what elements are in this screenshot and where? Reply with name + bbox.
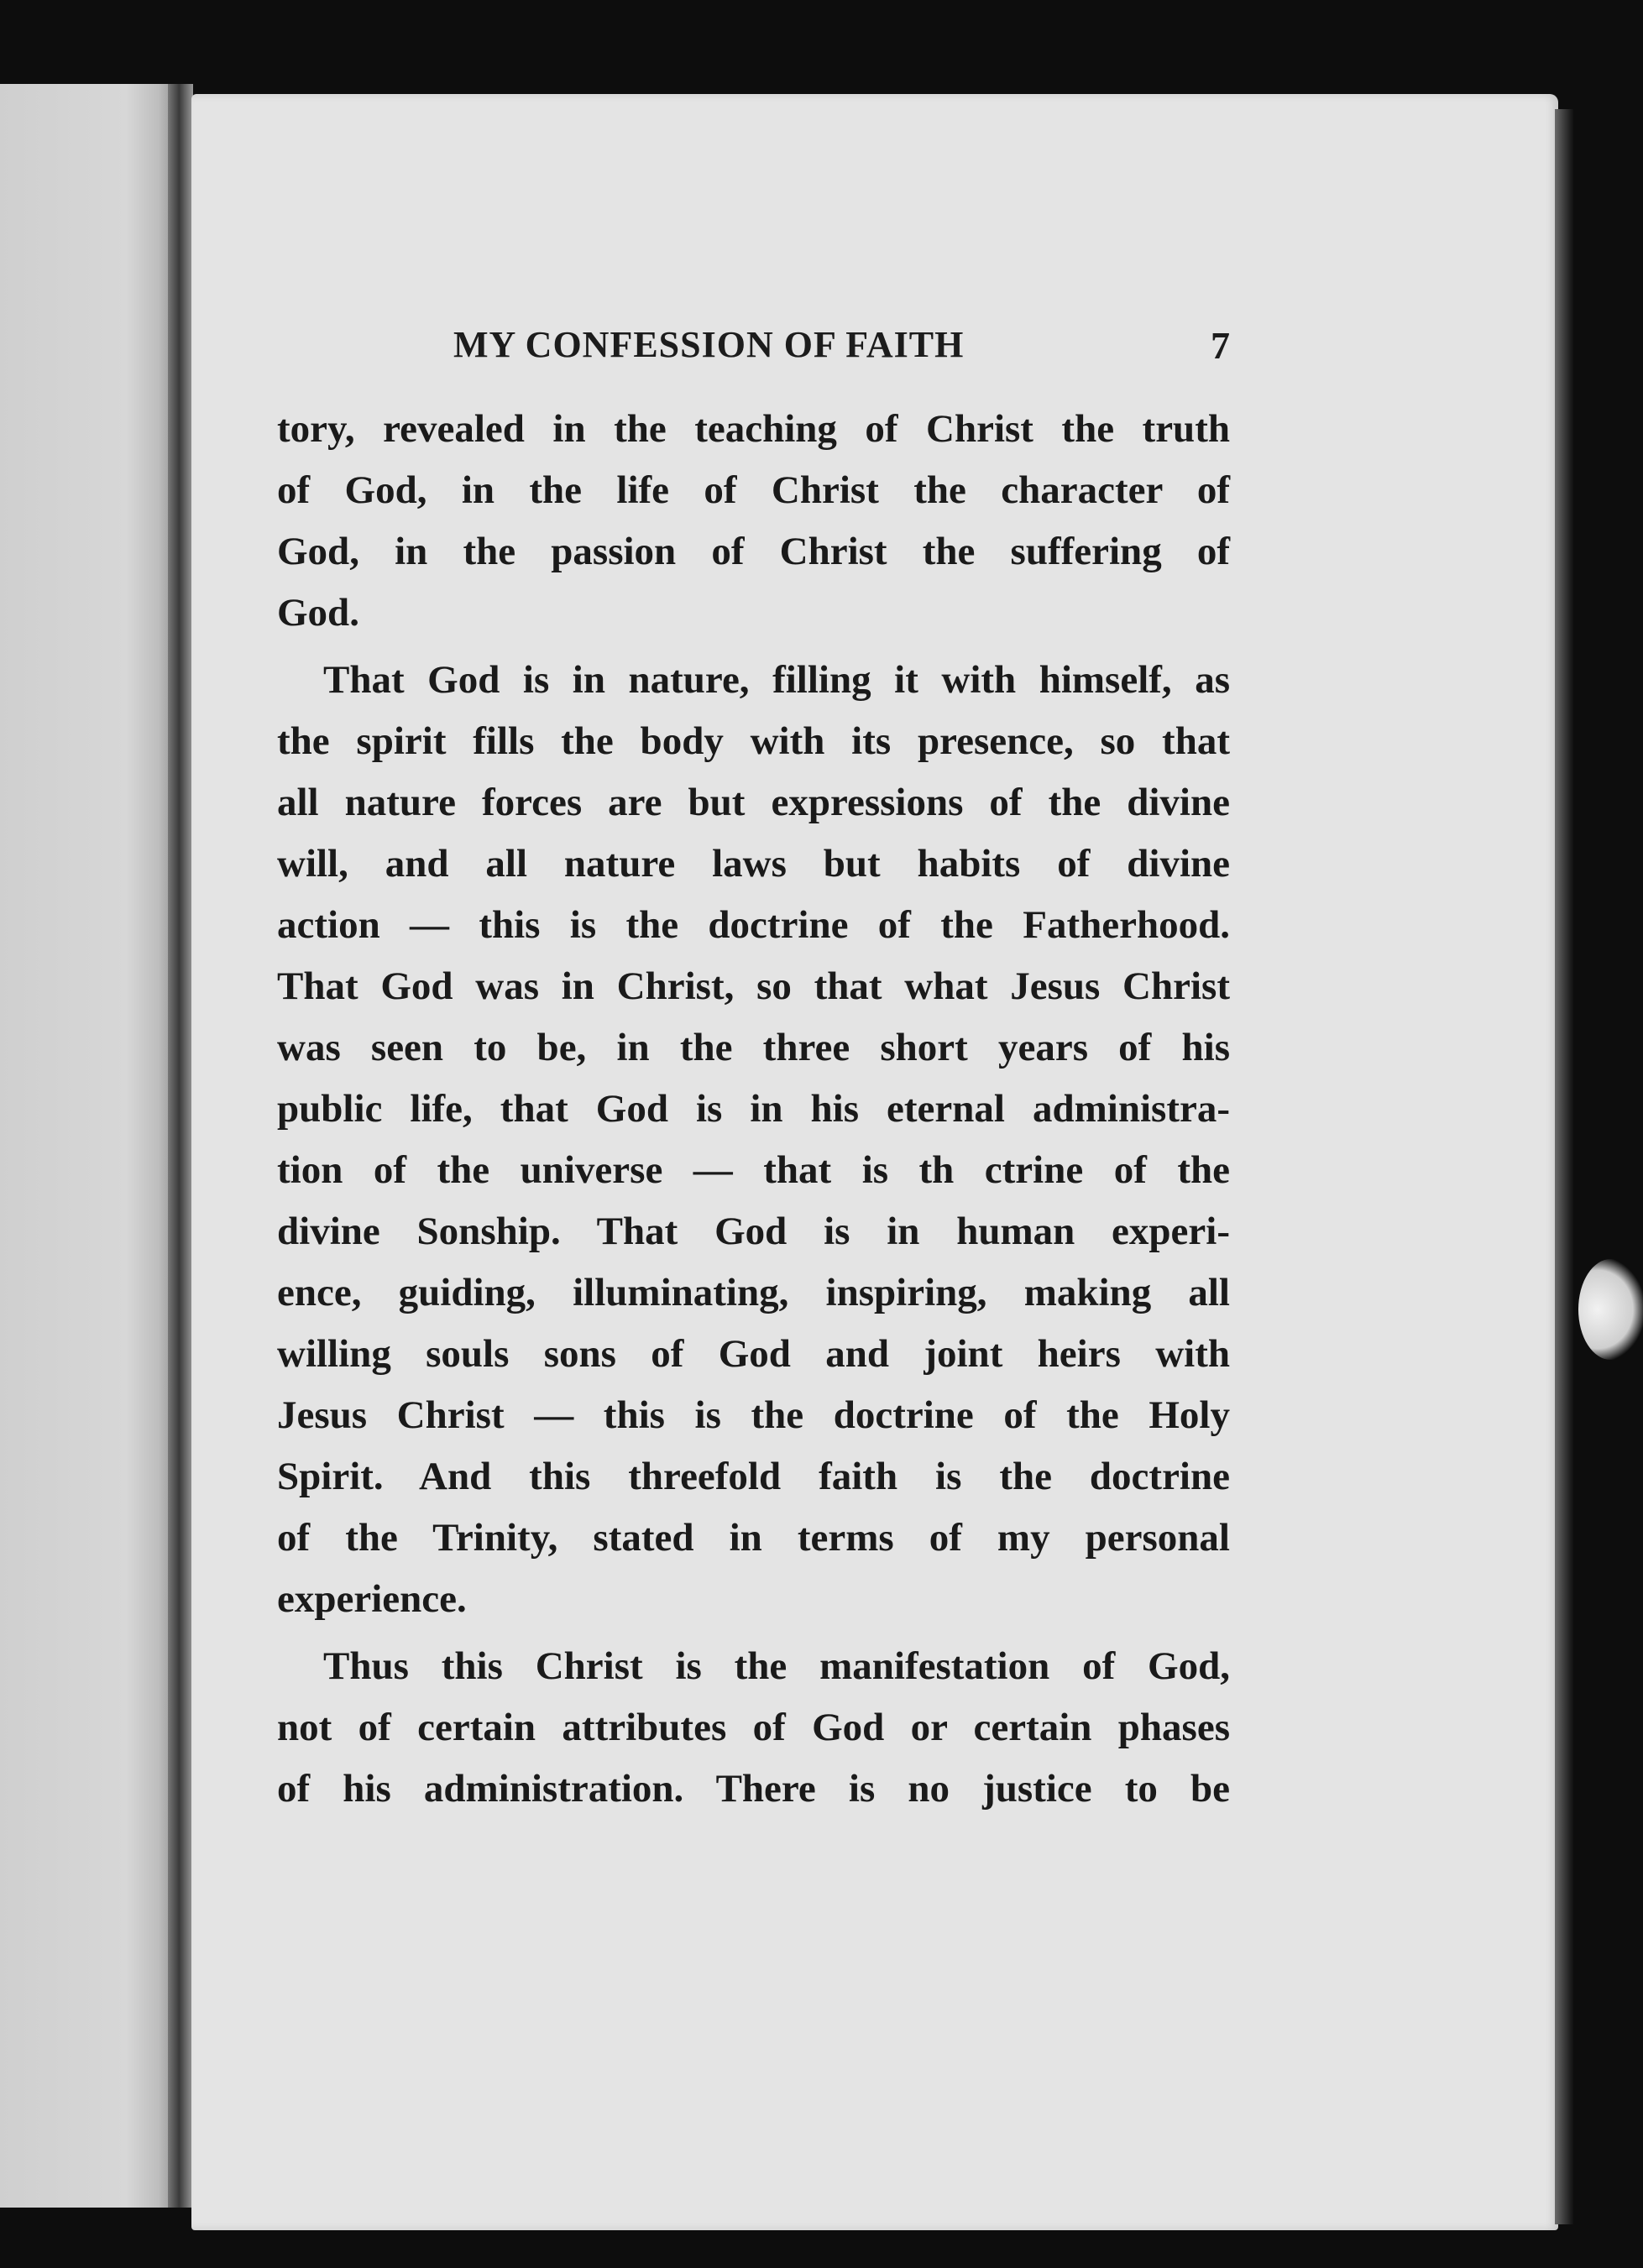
text-line: Jesus Christ — this is the doctrine of the Holy: [277, 1393, 1230, 1437]
text-line: That God was in Christ, so that what Jesus Christ: [277, 964, 1230, 1008]
text-line: That God is in nature, filling it with himself, as: [323, 658, 1230, 702]
text-line: the spirit fills the body with its presence, so that: [277, 719, 1230, 763]
text-line: divine Sonship. That God is in human experi-: [277, 1210, 1230, 1253]
running-header: [277, 323, 1230, 374]
page-number: 7: [1211, 324, 1230, 367]
text-line: of the Trinity, stated in terms of my personal: [277, 1516, 1230, 1560]
text-line: of his administration. There is no justice to be: [277, 1767, 1230, 1811]
text-line: will, and all nature laws but habits of divine: [277, 842, 1230, 886]
text-line: experience.: [277, 1577, 467, 1621]
facing-page-edge: [0, 84, 181, 2208]
page-clip-glare: [1578, 1259, 1643, 1360]
text-line: of God, in the life of Christ the character of: [277, 468, 1230, 512]
text-line: tion of the universe — that is th ctrine of the: [277, 1148, 1230, 1192]
text-line: Thus this Christ is the manifestation of God,: [323, 1644, 1230, 1688]
text-line: Spirit. And this threefold faith is the doctrine: [277, 1455, 1230, 1498]
text-line: public life, that God is in his eternal administra-: [277, 1087, 1230, 1131]
paragraph: [277, 1636, 1230, 1820]
paragraph: [277, 650, 1230, 1630]
text-line: willing souls sons of God and joint heirs with: [277, 1332, 1230, 1376]
text-line: was seen to be, in the three short years of his: [277, 1026, 1230, 1069]
text-line: action — this is the doctrine of the Fatherhood.: [277, 903, 1230, 947]
text-line: God.: [277, 591, 359, 635]
text-line: ence, guiding, illuminating, inspiring, making all: [277, 1271, 1230, 1314]
running-title: MY CONFESSION OF FAITH: [453, 324, 965, 365]
body-text: [277, 399, 1230, 1826]
paragraph: [277, 399, 1230, 644]
book-gutter: [168, 84, 193, 2208]
text-line: not of certain attributes of God or certain phases: [277, 1706, 1230, 1749]
page-edge-shadow: [1555, 109, 1573, 2224]
text-line: God, in the passion of Christ the suffering of: [277, 530, 1230, 573]
text-line: tory, revealed in the teaching of Christ the truth: [277, 407, 1230, 451]
text-line: all nature forces are but expressions of the divine: [277, 781, 1230, 824]
